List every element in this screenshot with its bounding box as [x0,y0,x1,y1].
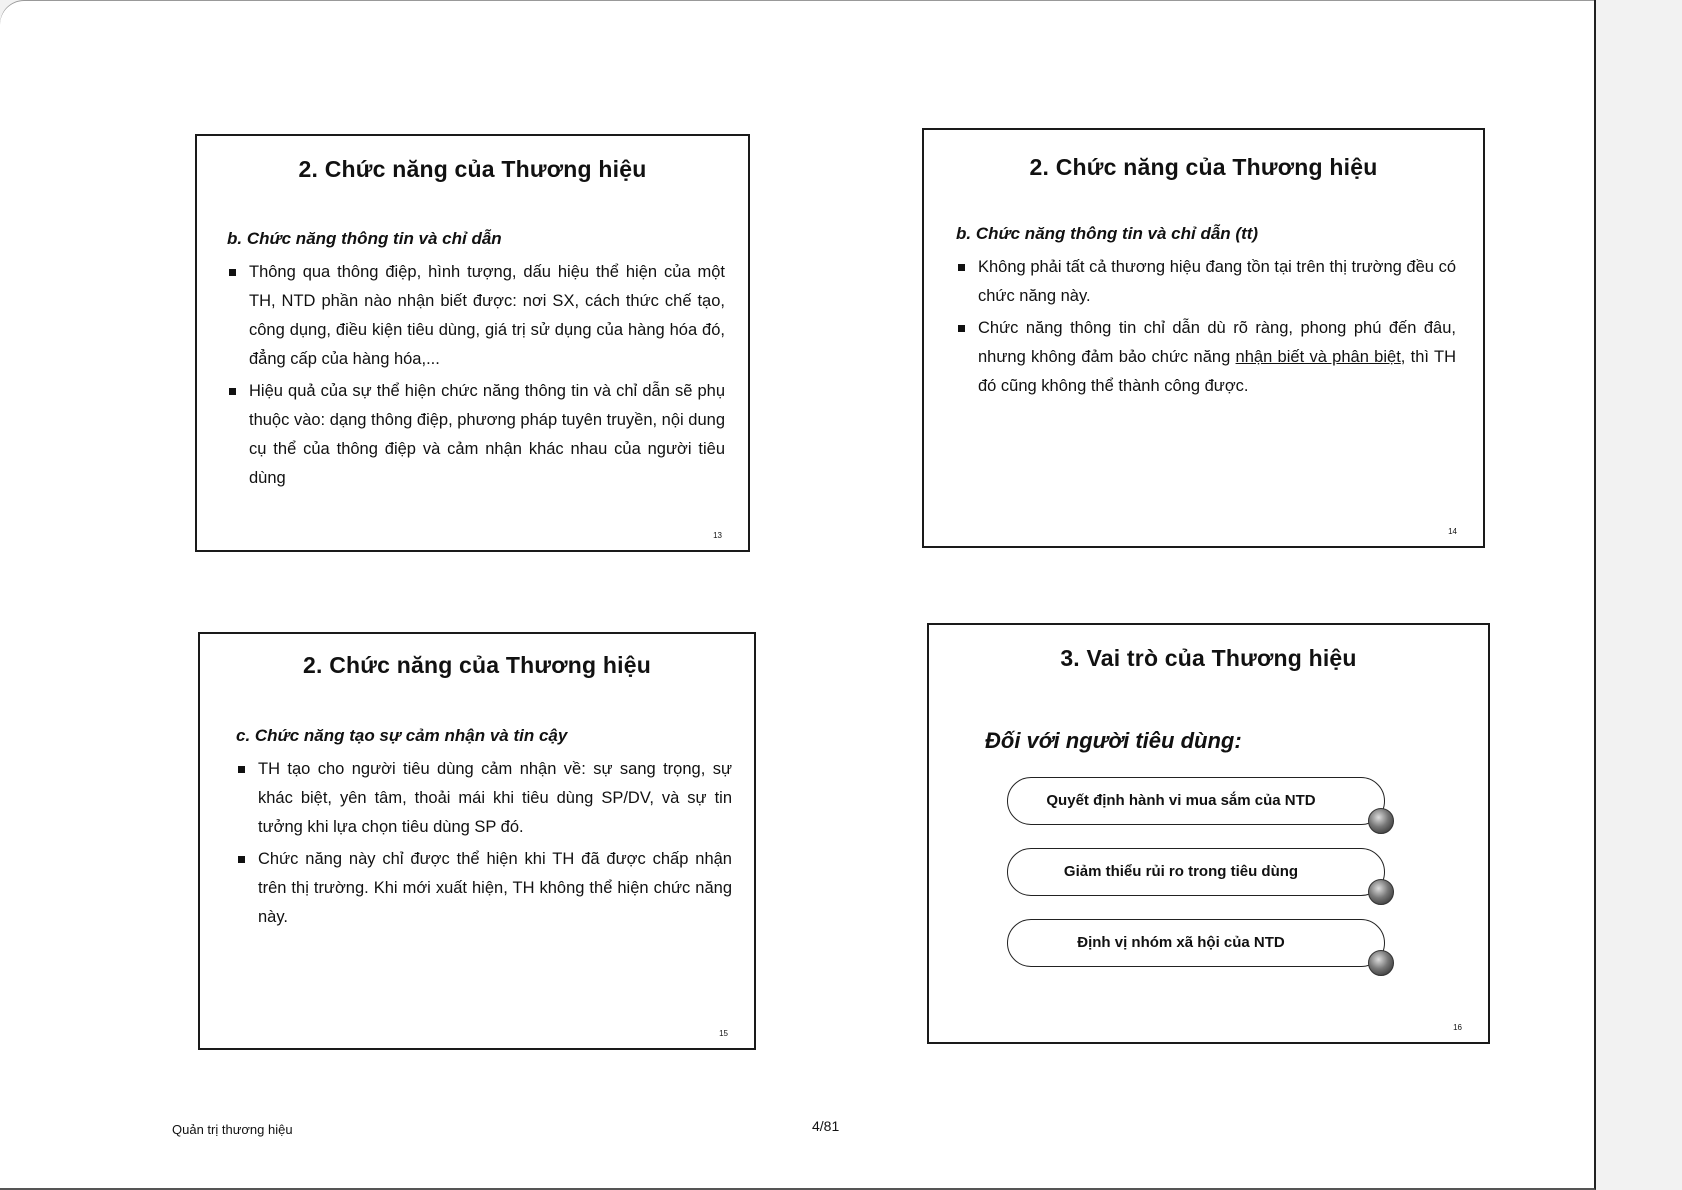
footer-course-title: Quản trị thương hiệu [172,1122,293,1137]
list-item: Chức năng này chỉ được thể hiện khi TH đã được chấp nhận trên thị trường. Khi mới xuất hiện, TH không thể hiện chức năng này. [236,845,732,932]
slide-16 [927,623,1490,1044]
page-number: 4/81 [812,1118,840,1134]
bullet-square-icon [958,325,965,332]
bullet-square-icon [229,269,236,276]
slide-15 [198,632,756,1050]
bullet-square-icon [238,766,245,773]
sphere-icon [1368,808,1394,834]
slide-number: 14 [1448,527,1457,536]
slide-subhead: Đối với người tiêu dùng: [985,728,1242,753]
list-item: Chức năng thông tin chỉ dẫn dù rõ ràng, phong phú đến đâu, nhưng không đảm bảo chức năng nhận biết và phân biệt, thì TH đó cũng không thể thành công được. [956,314,1456,401]
slide-title: 2. Chức năng của Thương hiệu [1029,154,1378,180]
slide-subhead: b. Chức năng thông tin và chỉ dẫn [227,229,502,248]
list-item: Không phải tất cả thương hiệu đang tồn tại trên thị trường đều có chức năng này. [956,253,1456,311]
underlined-text: nhận biết và phân biệt [1235,348,1401,366]
bullet-square-icon [958,264,965,271]
list-item: Quyết định hành vi mua sắm của NTD [1007,777,1385,825]
sphere-icon [1368,879,1394,905]
list-item: Định vị nhóm xã hội của NTD [1007,919,1385,967]
slide-14 [922,128,1485,548]
slide-title: 2. Chức năng của Thương hiệu [303,652,651,678]
sphere-icon [1368,950,1394,976]
role-list [1007,777,1407,987]
list-item: TH tạo cho người tiêu dùng cảm nhận về: sự sang trọng, sự khác biệt, yên tâm, thoải mái khi tiêu dùng SP/DV, và sự tin tưởng khi lựa chọn tiêu dùng SP đó. [236,755,732,842]
bullet-list [956,253,1456,404]
bullet-list [227,258,725,496]
slide-number: 13 [713,531,722,540]
bullet-square-icon [238,856,245,863]
slide-number: 15 [719,1029,728,1038]
bullet-list [236,755,732,935]
slide-title: 2. Chức năng của Thương hiệu [298,156,647,182]
bullet-square-icon [229,388,236,395]
slide-subhead: c. Chức năng tạo sự cảm nhận và tin cậy [236,726,568,745]
slide-13 [195,134,750,552]
list-item: Hiệu quả của sự thể hiện chức năng thông tin và chỉ dẫn sẽ phụ thuộc vào: dạng thông điệp, phương pháp tuyên truyền, nội dung cụ thể của thông điệp và cảm nhận khác nhau của người tiêu dùng [227,377,725,493]
slide-subhead: b. Chức năng thông tin và chỉ dẫn (tt) [956,224,1259,243]
list-item: Thông qua thông điệp, hình tượng, dấu hiệu thể hiện của một TH, NTD phần nào nhận biết được: nơi SX, cách thức chế tạo, công dụng, điều kiện tiêu dùng, giá trị sử dụng của hàng hóa đó, đẳng cấp của hàng hóa,... [227,258,725,374]
slide-title: 3. Vai trò của Thương hiệu [1060,645,1357,671]
slide-number: 16 [1453,1023,1462,1032]
list-item: Giảm thiểu rủi ro trong tiêu dùng [1007,848,1385,896]
